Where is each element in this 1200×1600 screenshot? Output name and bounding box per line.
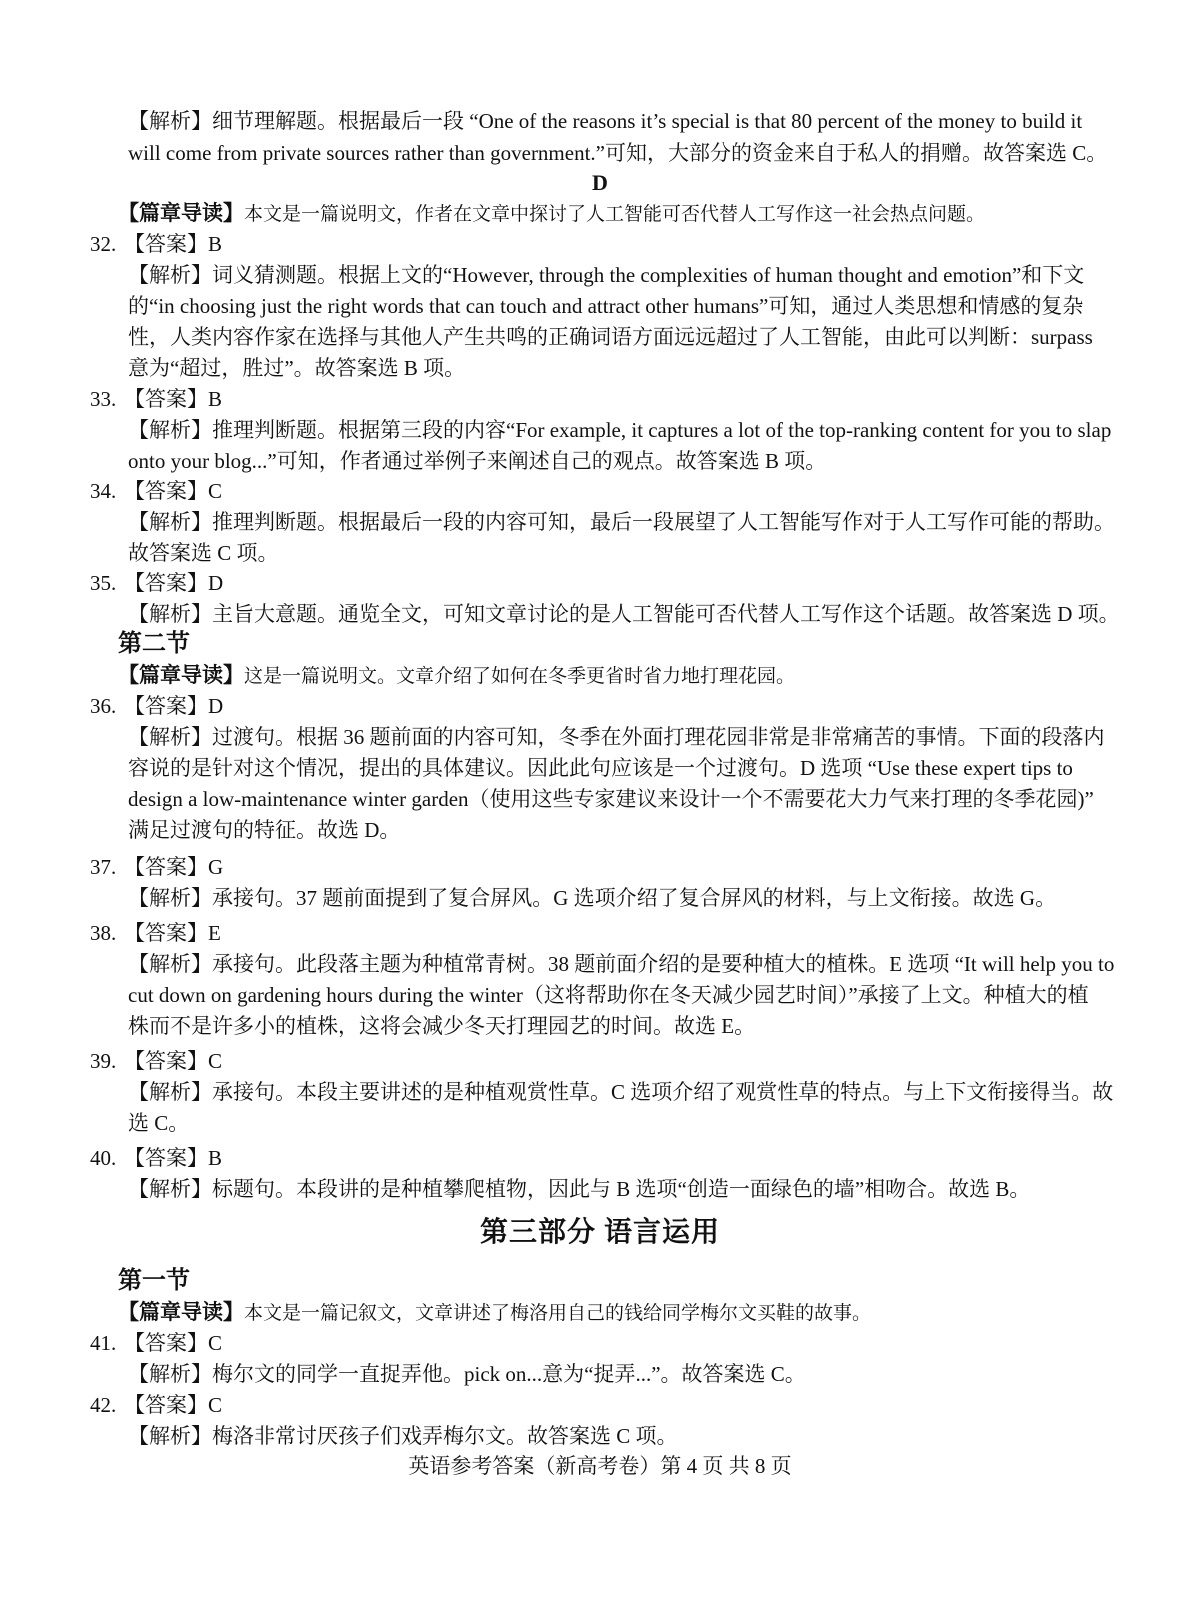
- guide-label: 【篇章导读】: [118, 1300, 244, 1324]
- question-number: 36.: [90, 694, 117, 718]
- explanation-line: 【解析】主旨大意题。通览全文，可知文章讨论的是人工智能可否代替人工写作这个话题。故答案选 D 项。: [128, 602, 1120, 626]
- section-heading: 第二节: [118, 631, 190, 657]
- explanation-line: 【解析】过渡句。根据 36 题前面的内容可知，冬季在外面打理花园非常是非常痛苦的事情。下面的段落内: [128, 725, 1105, 749]
- explanation-line: 【解析】推理判断题。根据第三段的内容“For example, it captures a lot of the top-ranking content for you to slap: [128, 418, 1112, 442]
- question-number: 32.: [90, 232, 117, 256]
- question-number: 33.: [90, 387, 117, 411]
- passage-guide: [118, 1296, 1108, 1329]
- explanation-line: 意为“超过，胜过”。故答案选 B 项。: [128, 356, 466, 380]
- explanation-line: design a low-maintenance winter garden（使用这些专家建议来设计一个不需要花大力气来打理的冬季花园)”: [128, 787, 1094, 811]
- question-number: 34.: [90, 479, 117, 503]
- explanation-line: 【解析】承接句。此段落主题为种植常青树。38 题前面介绍的是要种植大的植株。E 选项 “It will help you to: [128, 952, 1115, 976]
- explanation-line: cut down on gardening hours during the winter（这将帮助你在冬天减少园艺时间）”承接了上文。种植大的植: [128, 983, 1089, 1007]
- explanation-line: 株而不是许多小的植株，这将会减少冬天打理园艺的时间。故选 E。: [128, 1014, 756, 1038]
- explanation-line: 满足过渡句的特征。故选 D。: [128, 818, 401, 842]
- question-number: 35.: [90, 571, 117, 595]
- guide-text: 这是一篇说明文。文章介绍了如何在冬季更省时省力地打理花园。: [244, 665, 796, 687]
- explanation-line: 【解析】梅尔文的同学一直捉弄他。pick on...意为“捉弄...”。故答案选 C。: [128, 1362, 806, 1386]
- question-number: 42.: [90, 1393, 117, 1417]
- question-number: 39.: [90, 1049, 117, 1073]
- answer-label: 【答案】B: [124, 387, 223, 411]
- explanation-line: 【解析】推理判断题。根据最后一段的内容可知，最后一段展望了人工智能写作对于人工写作可能的帮助。: [128, 510, 1115, 534]
- passage-guide: [118, 197, 1108, 230]
- guide-text: 本文是一篇记叙文，文章讲述了梅洛用自己的钱给同学梅尔文买鞋的故事。: [244, 1302, 872, 1324]
- explanation-line: 的“in choosing just the right words that can touch and attract other humans”可知，通过人类思想和情感的复杂: [128, 294, 1084, 318]
- answer-label: 【答案】B: [124, 232, 223, 256]
- passage-guide: [118, 659, 1108, 692]
- answer-label: 【答案】C: [124, 1331, 223, 1355]
- passage-d-heading: D: [592, 170, 608, 195]
- explanation-line: 容说的是针对这个情况，提出的具体建议。因此此句应该是一个过渡句。D 选项 “Use these expert tips to: [128, 756, 1073, 780]
- question-number: 40.: [90, 1146, 117, 1170]
- explanation-line: 故答案选 C 项。: [128, 541, 279, 565]
- explanation-line: 【解析】承接句。37 题前面提到了复合屏风。G 选项介绍了复合屏风的材料，与上文衔接。故选 G。: [128, 886, 1057, 910]
- answer-label: 【答案】C: [124, 1049, 223, 1073]
- question-number: 37.: [90, 855, 117, 879]
- answer-label: 【答案】E: [124, 921, 221, 945]
- explanation-line: 【解析】细节理解题。根据最后一段 “One of the reasons it’s special is that 80 percent of the money to build it: [128, 109, 1083, 133]
- section-heading: 第一节: [118, 1268, 190, 1294]
- explanation-line: 选 C。: [128, 1111, 190, 1135]
- answer-label: 【答案】G: [124, 855, 224, 879]
- explanation-line: 【解析】承接句。本段主要讲述的是种植观赏性草。C 选项介绍了观赏性草的特点。与上下文衔接得当。故: [128, 1080, 1114, 1104]
- answer-label: 【答案】C: [124, 479, 223, 503]
- answer-label: 【答案】B: [124, 1146, 223, 1170]
- explanation-line: 【解析】梅洛非常讨厌孩子们戏弄梅尔文。故答案选 C 项。: [128, 1424, 678, 1448]
- question-number: 41.: [90, 1331, 117, 1355]
- guide-label: 【篇章导读】: [118, 201, 244, 225]
- page-footer: 英语参考答案（新高考卷）第 4 页 共 8 页: [408, 1454, 792, 1478]
- explanation-line: 性，人类内容作家在选择与其他人产生共鸣的正确词语方面远远超过了人工智能，由此可以判断：surpass: [128, 325, 1093, 349]
- part-heading: 第三部分 语言运用: [479, 1217, 720, 1248]
- explanation-line: 【解析】标题句。本段讲的是种植攀爬植物，因此与 B 选项“创造一面绿色的墙”相吻合。故选 B。: [128, 1177, 1031, 1201]
- answer-label: 【答案】D: [124, 694, 224, 718]
- guide-label: 【篇章导读】: [118, 663, 244, 687]
- question-number: 38.: [90, 921, 117, 945]
- answer-label: 【答案】D: [124, 571, 224, 595]
- guide-text: 本文是一篇说明文，作者在文章中探讨了人工智能可否代替人工写作这一社会热点问题。: [244, 203, 986, 225]
- explanation-line: 【解析】词义猜测题。根据上文的“However, through the complexities of human thought and emotion”和下文: [128, 263, 1085, 287]
- answer-label: 【答案】C: [124, 1393, 223, 1417]
- explanation-line: will come from private sources rather than government.”可知，大部分的资金来自于私人的捐赠。故答案选 C。: [128, 141, 1108, 165]
- explanation-line: onto your blog...”可知，作者通过举例子来阐述自己的观点。故答案选 B 项。: [128, 449, 827, 473]
